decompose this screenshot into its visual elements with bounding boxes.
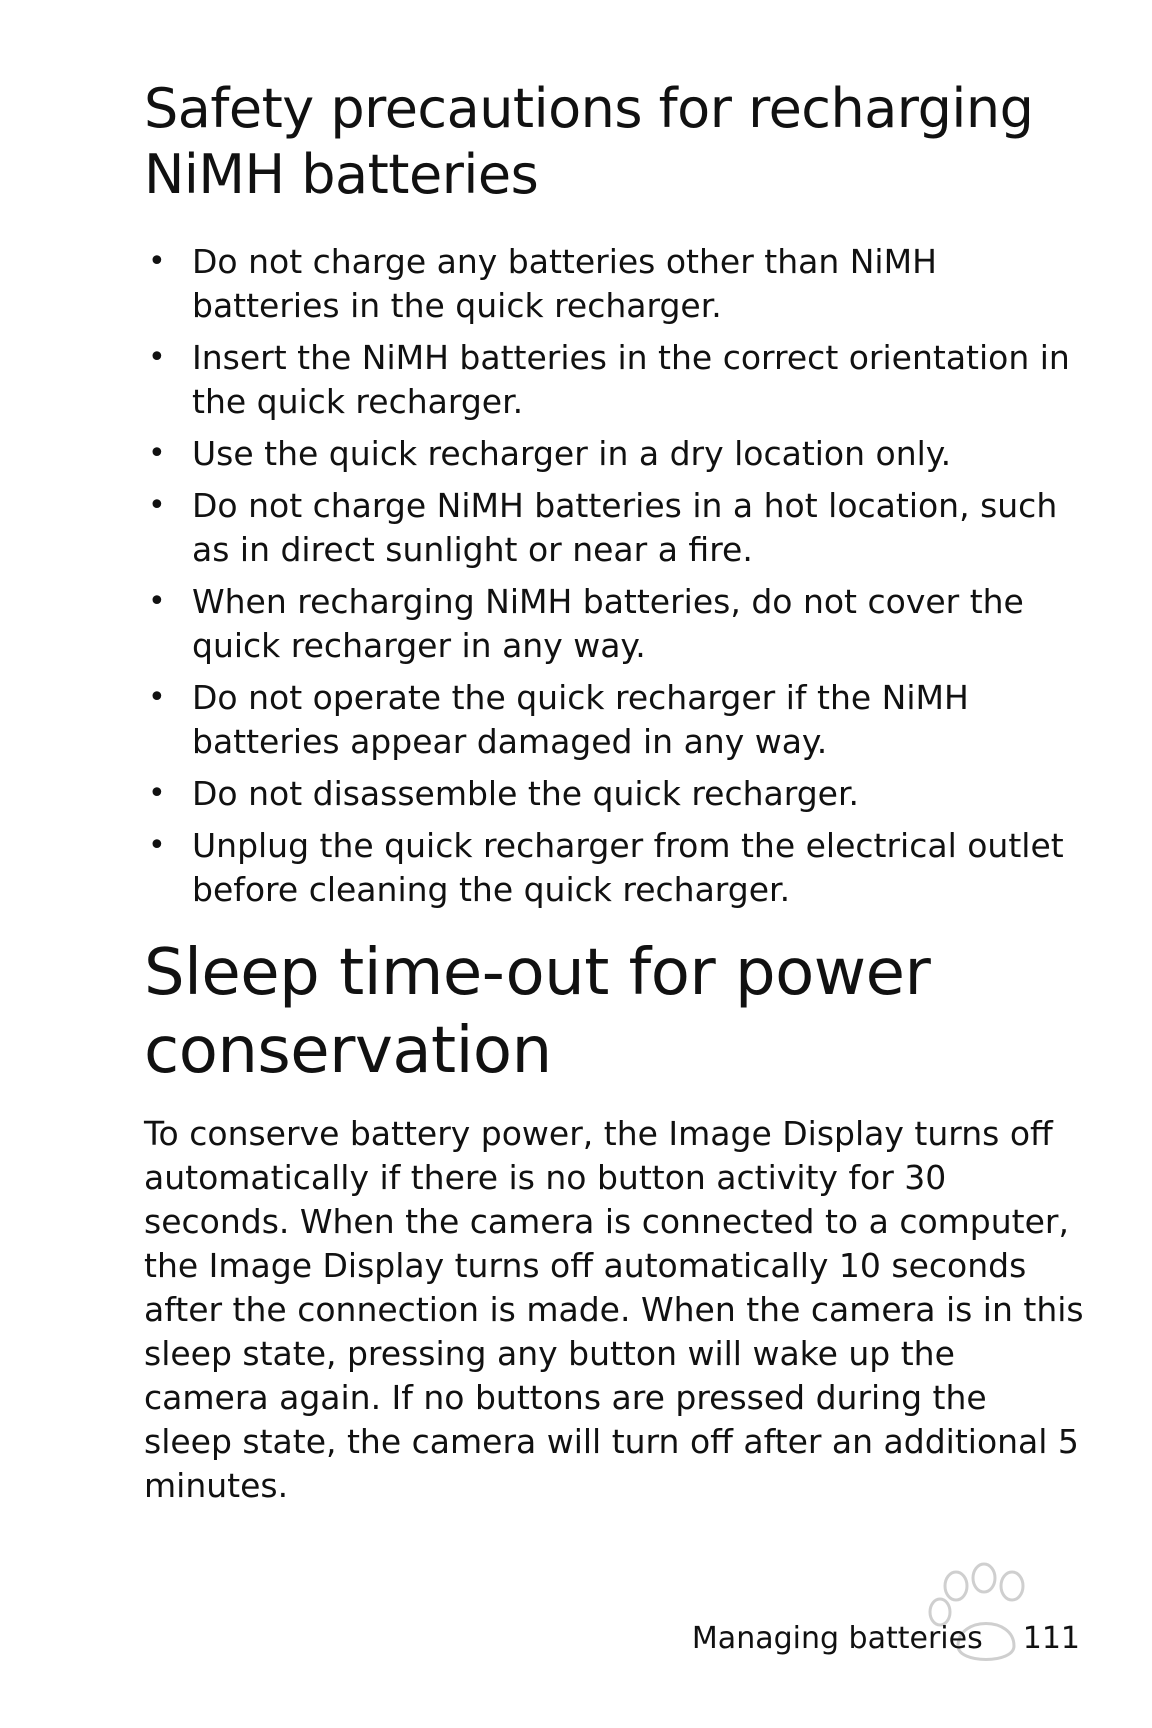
list-item-text: Insert the NiMH batteries in the correct orientation in the quick recharger. bbox=[192, 338, 1070, 421]
bullet-icon: • bbox=[148, 680, 166, 715]
list-item-text: Do not charge NiMH batteries in a hot location, such as in direct sunlight or near a fire. bbox=[192, 486, 1058, 569]
list-item-text: Unplug the quick recharger from the electrical outlet before cleaning the quick recharger. bbox=[192, 826, 1064, 909]
list-item-text: Do not disassemble the quick recharger. bbox=[192, 774, 860, 813]
section-heading-safety: Safety precautions for recharging NiMH batteries bbox=[144, 77, 1034, 206]
page-number: 111 bbox=[1022, 1621, 1080, 1656]
safety-bullet-list bbox=[144, 240, 1084, 920]
list-item bbox=[144, 772, 1084, 816]
list-item bbox=[144, 824, 1084, 912]
bullet-icon: • bbox=[148, 244, 166, 279]
bullet-icon: • bbox=[148, 776, 166, 811]
bullet-icon: • bbox=[148, 488, 166, 523]
list-item bbox=[144, 580, 1084, 668]
list-item-text: Use the quick recharger in a dry location only. bbox=[192, 434, 952, 473]
list-item-text: Do not operate the quick recharger if the NiMH batteries appear damaged in any way. bbox=[192, 678, 969, 761]
page-footer bbox=[692, 1620, 1080, 1658]
bullet-icon: • bbox=[148, 584, 166, 619]
bullet-icon: • bbox=[148, 340, 166, 375]
list-item bbox=[144, 432, 1084, 476]
bullet-icon: • bbox=[148, 828, 166, 863]
list-item-text: Do not charge any batteries other than NiMH batteries in the quick recharger. bbox=[192, 242, 937, 325]
footer-section-name: Managing batteries bbox=[691, 1621, 983, 1656]
list-item-text: When recharging NiMH batteries, do not cover the quick recharger in any way. bbox=[192, 582, 1024, 665]
list-item bbox=[144, 336, 1084, 424]
section-heading-sleep: Sleep time-out for power conservation bbox=[144, 936, 931, 1088]
bullet-icon: • bbox=[148, 436, 166, 471]
list-item bbox=[144, 676, 1084, 764]
sleep-paragraph: To conserve battery power, the Image Display turns off automatically if there is no button activity for 30 seconds. When the camera is connected to a computer, the Image Display turns off automatically 10 seconds after the connection is made. When the camera is in this sleep state, pressing any button will wake up the camera again. If no buttons are pressed during the sleep state, the camera will turn off after an additional 5 minutes. bbox=[144, 1114, 1084, 1505]
list-item bbox=[144, 484, 1084, 572]
list-item bbox=[144, 240, 1084, 328]
